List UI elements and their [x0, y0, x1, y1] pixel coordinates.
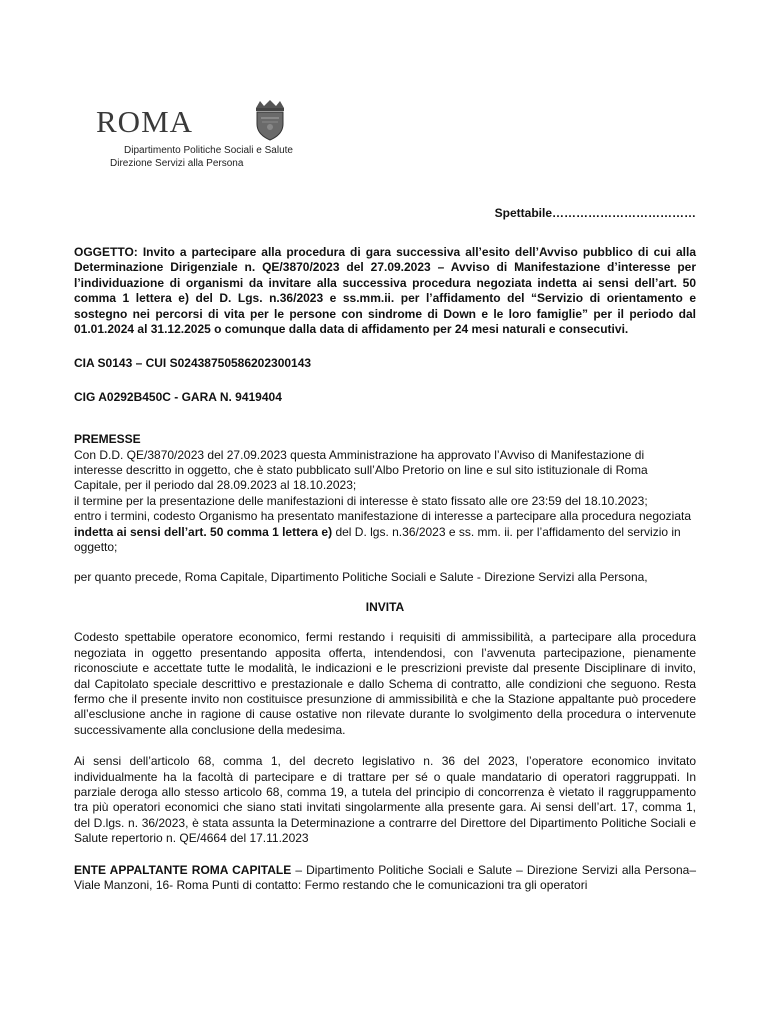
- roma-logo-text: ROMA: [96, 104, 194, 139]
- premesse-p2: il termine per la presentazione delle manifestazioni di interesse è stato fissato alle ore 23:59 del 18.10.2023;: [74, 493, 648, 508]
- premesse-p3: entro i termini, codesto Organismo ha presentato manifestazione di interesse a partecipare alla procedura negoziata indetta ai sensi dell’art. 50 comma 1 lettera e) del D. lgs. n.36/2023 e ss. mm. ii. per l’affidamento del servizio in oggetto;: [74, 509, 692, 555]
- letter-body: [74, 245, 696, 893]
- cig-reference: CIG A0292B450C - GARA N. 9419404: [74, 389, 282, 404]
- art68-paragraph: Ai sensi dell’articolo 68, comma 1, del decreto legislativo n. 36 del 2023, l’operatore economico invitato individualmente ha la facoltà di partecipare e di trattare per sé o quale mandatario di operatori raggruppati. In parziale deroga allo stesso articolo 68, comma 19, a tutela del principio di concorrenza è vietato il raggruppamento tra più operatori economici che siano stati invitati singolarmente alla presente gara. Ai sensi dell’art. 17, comma 1, del D.lgs. n. 36/2023, è stata assunta la Determinazione a contrarre del Direttore del Dipartimento Politiche Sociali e Salute repertorio n. QE/4664 del 17.11.2023: [74, 754, 696, 846]
- roma-crest-icon: [248, 98, 292, 142]
- letterhead: [96, 98, 336, 178]
- premesse-heading: PREMESSE: [74, 432, 141, 447]
- premesse-p3-end: del D. lgs. n.36/2023 e ss. mm. ii. per l’affidamento del servizio in oggetto;: [74, 524, 681, 555]
- directorate-name: Direzione Servizi alla Persona: [110, 158, 244, 169]
- subject-paragraph: OGGETTO: Invito a partecipare alla procedura di gara successiva all’esito dell’Avviso pubblico di cui alla Determinazione Dirigenziale n. QE/3870/2023 del 27.09.2023 – Avviso di Manifestazione d’interesse per l’individuazione di organismi da invitare alla successiva procedura negoziata indetta ai sensi dell’art. 50 comma 1 lettera e) del D. Lgs. n.36/2023 e ss.mm.ii. per l’affidamento del “Servizio di orientamento e sostegno nei percorsi di vita per le persone con sindrome di Down e le loro famiglie” per il periodo dal 01.01.2024 al 31.12.2025 o comunque dalla data di affidamento per 24 mesi naturali e consecutivi.: [74, 245, 696, 337]
- premesse-p3-bold: indetta ai sensi dell’art. 50 comma 1 lettera e): [74, 524, 333, 539]
- ente-text: – Dipartimento Politiche Sociali e Salute – Direzione Servizi alla Persona–Viale Manzoni, 16- Roma Punti di contatto: Fermo restando che le comunicazioni tra gli operatori: [74, 862, 696, 892]
- invita-paragraph: Codesto spettabile operatore economico, fermi restando i requisiti di ammissibilità, a partecipare alla procedura negoziata in oggetto presentando apposita offerta, intendendosi, con l’avvenuta partecipazione, pienamente riconosciute e accettate tutte le modalità, le indicazioni e le prescrizioni previste dal presente Disciplinare di invito, dal Capitolato speciale descrittivo e prestazionale e dallo Schema di contratto, alle condizioni che seguono. Resta fermo che il presente invito non costituisce presunzione di ammissibilità e che la Stazione appaltante può procedere all’esclusione anche in ragione di cause ostative non rilevate durante lo svolgimento della procedura o intervenute successivamente alla conclusione della medesima.: [74, 630, 696, 737]
- per-quanto-paragraph: per quanto precede, Roma Capitale, Dipartimento Politiche Sociali e Salute - Direzione Servizi alla Persona,: [74, 569, 648, 584]
- ente-heading: ENTE APPALTANTE ROMA CAPITALE: [74, 862, 292, 877]
- invita-heading: INVITA: [365, 599, 405, 614]
- premesse-section: [74, 432, 696, 555]
- department-name: Dipartimento Politiche Sociali e Salute: [124, 145, 293, 156]
- addressee: Spettabile………………………………: [494, 206, 696, 220]
- premesse-p1: Con D.D. QE/3870/2023 del 27.09.2023 questa Amministrazione ha approvato l’Avviso di Manifestazione di interesse descritto in oggetto, che è stato pubblicato sull’Albo Pretorio on line e sul sito istituzionale di Roma Capitale, per il periodo dal 28.09.2023 al 18.10.2023;: [74, 447, 648, 493]
- ente-paragraph: [74, 863, 696, 894]
- cia-reference: CIA S0143 – CUI S02438750586202300143: [74, 356, 312, 371]
